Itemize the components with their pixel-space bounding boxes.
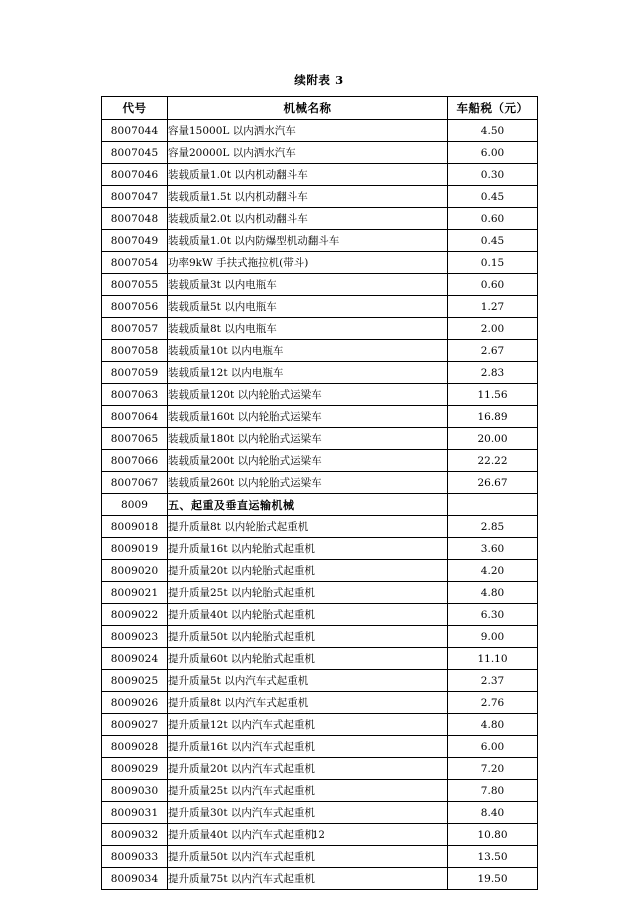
cell-code: 8009029 bbox=[102, 758, 168, 780]
table-row bbox=[102, 538, 538, 560]
cell-code: 8009031 bbox=[102, 802, 168, 824]
cell-machine-name: 装载质量8t 以内电瓶车 bbox=[168, 318, 448, 340]
cell-machine-name: 装载质量180t 以内轮胎式运梁车 bbox=[168, 428, 448, 450]
cell-machine-name: 提升质量50t 以内汽车式起重机 bbox=[168, 846, 448, 868]
cell-machine-name: 装载质量1.0t 以内机动翻斗车 bbox=[168, 164, 448, 186]
cell-machine-name: 提升质量8t 以内轮胎式起重机 bbox=[168, 516, 448, 538]
cell-tax-amount: 0.45 bbox=[448, 186, 538, 208]
cell-machine-name: 装载质量5t 以内电瓶车 bbox=[168, 296, 448, 318]
cell-machine-name: 装载质量160t 以内轮胎式运梁车 bbox=[168, 406, 448, 428]
table-row bbox=[102, 648, 538, 670]
cell-code: 8007057 bbox=[102, 318, 168, 340]
cell-machine-name: 提升质量8t 以内汽车式起重机 bbox=[168, 692, 448, 714]
column-header-tax: 车船税（元） bbox=[448, 97, 538, 120]
cell-machine-name: 提升质量5t 以内汽车式起重机 bbox=[168, 670, 448, 692]
cell-tax-amount: 3.60 bbox=[448, 538, 538, 560]
table-row bbox=[102, 560, 538, 582]
cell-machine-name: 提升质量20t 以内轮胎式起重机 bbox=[168, 560, 448, 582]
cell-tax-amount: 4.80 bbox=[448, 714, 538, 736]
table-section-row bbox=[102, 494, 538, 516]
cell-code: 8009023 bbox=[102, 626, 168, 648]
cell-code: 8009 bbox=[102, 494, 168, 516]
cell-machine-name: 提升质量50t 以内轮胎式起重机 bbox=[168, 626, 448, 648]
cell-machine-name: 提升质量40t 以内汽车式起重机 bbox=[168, 824, 448, 846]
table-row bbox=[102, 274, 538, 296]
cell-code: 8009026 bbox=[102, 692, 168, 714]
cell-machine-name: 装载质量10t 以内电瓶车 bbox=[168, 340, 448, 362]
cell-code: 8007045 bbox=[102, 142, 168, 164]
cell-machine-name: 提升质量16t 以内轮胎式起重机 bbox=[168, 538, 448, 560]
table-row bbox=[102, 120, 538, 142]
cell-tax-amount: 0.60 bbox=[448, 208, 538, 230]
cell-code: 8007056 bbox=[102, 296, 168, 318]
cell-machine-name: 提升质量40t 以内轮胎式起重机 bbox=[168, 604, 448, 626]
cell-tax-amount: 10.80 bbox=[448, 824, 538, 846]
cell-code: 8007048 bbox=[102, 208, 168, 230]
table-row bbox=[102, 450, 538, 472]
table-row bbox=[102, 428, 538, 450]
cell-code: 8009027 bbox=[102, 714, 168, 736]
cell-code: 8009019 bbox=[102, 538, 168, 560]
table-row bbox=[102, 868, 538, 890]
cell-code: 8009028 bbox=[102, 736, 168, 758]
cell-tax-amount: 13.50 bbox=[448, 846, 538, 868]
cell-code: 8007055 bbox=[102, 274, 168, 296]
cell-tax-amount: 2.85 bbox=[448, 516, 538, 538]
table-row bbox=[102, 758, 538, 780]
cell-code: 8009022 bbox=[102, 604, 168, 626]
cell-tax-amount: 6.00 bbox=[448, 142, 538, 164]
page-number: 12 bbox=[312, 830, 325, 841]
cell-tax-amount: 4.20 bbox=[448, 560, 538, 582]
table-row bbox=[102, 604, 538, 626]
cell-code: 8009024 bbox=[102, 648, 168, 670]
table-row bbox=[102, 164, 538, 186]
cell-tax-amount: 0.30 bbox=[448, 164, 538, 186]
cell-machine-name: 功率9kW 手扶式拖拉机(带斗) bbox=[168, 252, 448, 274]
cell-code: 8009025 bbox=[102, 670, 168, 692]
cell-tax-amount: 2.37 bbox=[448, 670, 538, 692]
cell-machine-name: 提升质量25t 以内轮胎式起重机 bbox=[168, 582, 448, 604]
table-row bbox=[102, 780, 538, 802]
cell-code: 8007046 bbox=[102, 164, 168, 186]
cell-code: 8009021 bbox=[102, 582, 168, 604]
cell-machine-name: 装载质量3t 以内电瓶车 bbox=[168, 274, 448, 296]
cell-tax-amount: 4.50 bbox=[448, 120, 538, 142]
cell-tax-amount: 26.67 bbox=[448, 472, 538, 494]
table-row bbox=[102, 406, 538, 428]
cell-machine-name: 容量20000L 以内洒水汽车 bbox=[168, 142, 448, 164]
column-header-code: 代号 bbox=[102, 97, 168, 120]
cell-tax-amount: 20.00 bbox=[448, 428, 538, 450]
machinery-tax-table bbox=[101, 96, 538, 890]
cell-code: 8007049 bbox=[102, 230, 168, 252]
table-header-row bbox=[102, 97, 538, 120]
cell-code: 8007064 bbox=[102, 406, 168, 428]
table-row bbox=[102, 208, 538, 230]
cell-tax-amount: 8.40 bbox=[448, 802, 538, 824]
cell-tax-amount: 0.45 bbox=[448, 230, 538, 252]
table-row bbox=[102, 626, 538, 648]
cell-code: 8007059 bbox=[102, 362, 168, 384]
cell-machine-name: 提升质量60t 以内轮胎式起重机 bbox=[168, 648, 448, 670]
table-row bbox=[102, 582, 538, 604]
cell-code: 8007058 bbox=[102, 340, 168, 362]
cell-tax-amount: 11.10 bbox=[448, 648, 538, 670]
table-row bbox=[102, 142, 538, 164]
cell-code: 8009033 bbox=[102, 846, 168, 868]
table-row bbox=[102, 362, 538, 384]
table-row bbox=[102, 714, 538, 736]
cell-machine-name: 装载质量1.0t 以内防爆型机动翻斗车 bbox=[168, 230, 448, 252]
cell-tax-amount bbox=[448, 494, 538, 516]
cell-code: 8009018 bbox=[102, 516, 168, 538]
table-row bbox=[102, 318, 538, 340]
cell-tax-amount: 0.15 bbox=[448, 252, 538, 274]
cell-code: 8007063 bbox=[102, 384, 168, 406]
cell-tax-amount: 22.22 bbox=[448, 450, 538, 472]
cell-tax-amount: 19.50 bbox=[448, 868, 538, 890]
cell-machine-name: 五、起重及垂直运输机械 bbox=[168, 494, 448, 516]
cell-tax-amount: 2.83 bbox=[448, 362, 538, 384]
table-row bbox=[102, 340, 538, 362]
cell-tax-amount: 4.80 bbox=[448, 582, 538, 604]
table-row bbox=[102, 186, 538, 208]
cell-tax-amount: 6.30 bbox=[448, 604, 538, 626]
cell-tax-amount: 11.56 bbox=[448, 384, 538, 406]
cell-code: 8009020 bbox=[102, 560, 168, 582]
cell-tax-amount: 2.67 bbox=[448, 340, 538, 362]
table-row bbox=[102, 472, 538, 494]
cell-machine-name: 提升质量16t 以内汽车式起重机 bbox=[168, 736, 448, 758]
cell-tax-amount: 16.89 bbox=[448, 406, 538, 428]
cell-tax-amount: 7.20 bbox=[448, 758, 538, 780]
cell-machine-name: 提升质量30t 以内汽车式起重机 bbox=[168, 802, 448, 824]
cell-code: 8007047 bbox=[102, 186, 168, 208]
cell-machine-name: 装载质量260t 以内轮胎式运梁车 bbox=[168, 472, 448, 494]
column-header-name: 机械名称 bbox=[168, 97, 448, 120]
cell-code: 8007054 bbox=[102, 252, 168, 274]
table-row bbox=[102, 736, 538, 758]
table-row bbox=[102, 802, 538, 824]
cell-machine-name: 提升质量25t 以内汽车式起重机 bbox=[168, 780, 448, 802]
cell-code: 8007065 bbox=[102, 428, 168, 450]
cell-machine-name: 装载质量200t 以内轮胎式运梁车 bbox=[168, 450, 448, 472]
table-row bbox=[102, 846, 538, 868]
cell-code: 8009032 bbox=[102, 824, 168, 846]
table-row bbox=[102, 230, 538, 252]
cell-tax-amount: 9.00 bbox=[448, 626, 538, 648]
table-row bbox=[102, 296, 538, 318]
cell-code: 8007044 bbox=[102, 120, 168, 142]
cell-machine-name: 容量15000L 以内洒水汽车 bbox=[168, 120, 448, 142]
table-row bbox=[102, 252, 538, 274]
cell-machine-name: 装载质量1.5t 以内机动翻斗车 bbox=[168, 186, 448, 208]
cell-machine-name: 提升质量20t 以内汽车式起重机 bbox=[168, 758, 448, 780]
cell-code: 8007067 bbox=[102, 472, 168, 494]
cell-code: 8007066 bbox=[102, 450, 168, 472]
cell-code: 8009034 bbox=[102, 868, 168, 890]
table-row bbox=[102, 692, 538, 714]
machinery-tax-table-container bbox=[101, 96, 537, 890]
cell-machine-name: 装载质量120t 以内轮胎式运梁车 bbox=[168, 384, 448, 406]
cell-machine-name: 提升质量12t 以内汽车式起重机 bbox=[168, 714, 448, 736]
cell-machine-name: 装载质量12t 以内电瓶车 bbox=[168, 362, 448, 384]
cell-tax-amount: 2.76 bbox=[448, 692, 538, 714]
cell-tax-amount: 6.00 bbox=[448, 736, 538, 758]
cell-tax-amount: 7.80 bbox=[448, 780, 538, 802]
table-row bbox=[102, 516, 538, 538]
cell-tax-amount: 0.60 bbox=[448, 274, 538, 296]
cell-tax-amount: 2.00 bbox=[448, 318, 538, 340]
cell-machine-name: 装载质量2.0t 以内机动翻斗车 bbox=[168, 208, 448, 230]
cell-machine-name: 提升质量75t 以内汽车式起重机 bbox=[168, 868, 448, 890]
cell-tax-amount: 1.27 bbox=[448, 296, 538, 318]
cell-code: 8009030 bbox=[102, 780, 168, 802]
table-body bbox=[102, 120, 538, 890]
page-title: 续附表 3 bbox=[294, 73, 344, 87]
table-row bbox=[102, 384, 538, 406]
table-row bbox=[102, 670, 538, 692]
